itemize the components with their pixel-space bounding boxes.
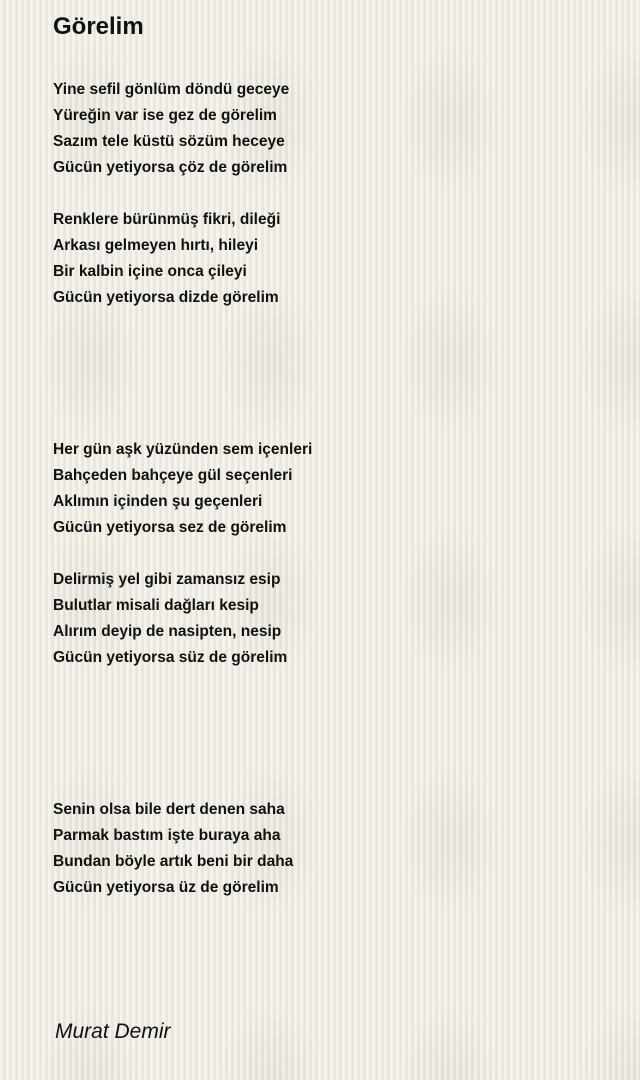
poem-line: Bundan böyle artık beni bir daha [53, 853, 294, 870]
stanza-5 [53, 797, 293, 901]
poem-line: Renklere bürünmüş fikri, dileği [53, 211, 281, 228]
poem-title: Görelim [53, 13, 144, 40]
stanza-3 [53, 437, 312, 541]
poem-line: Gücün yetiyorsa üz de görelim [53, 879, 279, 896]
poem-line: Parmak bastım işte buraya aha [53, 827, 281, 844]
poem-line: Bir kalbin içine onca çileyi [53, 263, 247, 280]
poem-line: Bulutlar misali dağları kesip [53, 597, 259, 614]
poem-line: Yine sefil gönlüm döndü geceye [53, 81, 290, 98]
poem-author: Murat Demir [55, 1020, 171, 1043]
stanza-2 [53, 207, 280, 311]
poem-line: Bahçeden bahçeye gül seçenleri [53, 467, 293, 484]
poem-line: Alırım deyip de nasipten, nesip [53, 623, 282, 640]
poem-line: Senin olsa bile dert denen saha [53, 801, 285, 818]
stanza-1 [53, 77, 289, 181]
poem-line: Her gün aşk yüzünden sem içenleri [53, 441, 313, 458]
poem-line: Delirmiş yel gibi zamansız esip [53, 571, 281, 588]
poem-line: Yüreğin var ise gez de görelim [53, 107, 277, 124]
poem-line: Arkası gelmeyen hırtı, hileyi [53, 237, 259, 254]
poem-line: Gücün yetiyorsa süz de görelim [53, 649, 288, 666]
poem-line: Aklımın içinden şu geçenleri [53, 493, 263, 510]
poem-line: Gücün yetiyorsa çöz de görelim [53, 159, 288, 176]
poem-line: Sazım tele küstü sözüm heceye [53, 133, 285, 150]
stanza-4 [53, 567, 287, 671]
poem-line: Gücün yetiyorsa sez de görelim [53, 519, 287, 536]
poem-line: Gücün yetiyorsa dizde görelim [53, 289, 279, 306]
